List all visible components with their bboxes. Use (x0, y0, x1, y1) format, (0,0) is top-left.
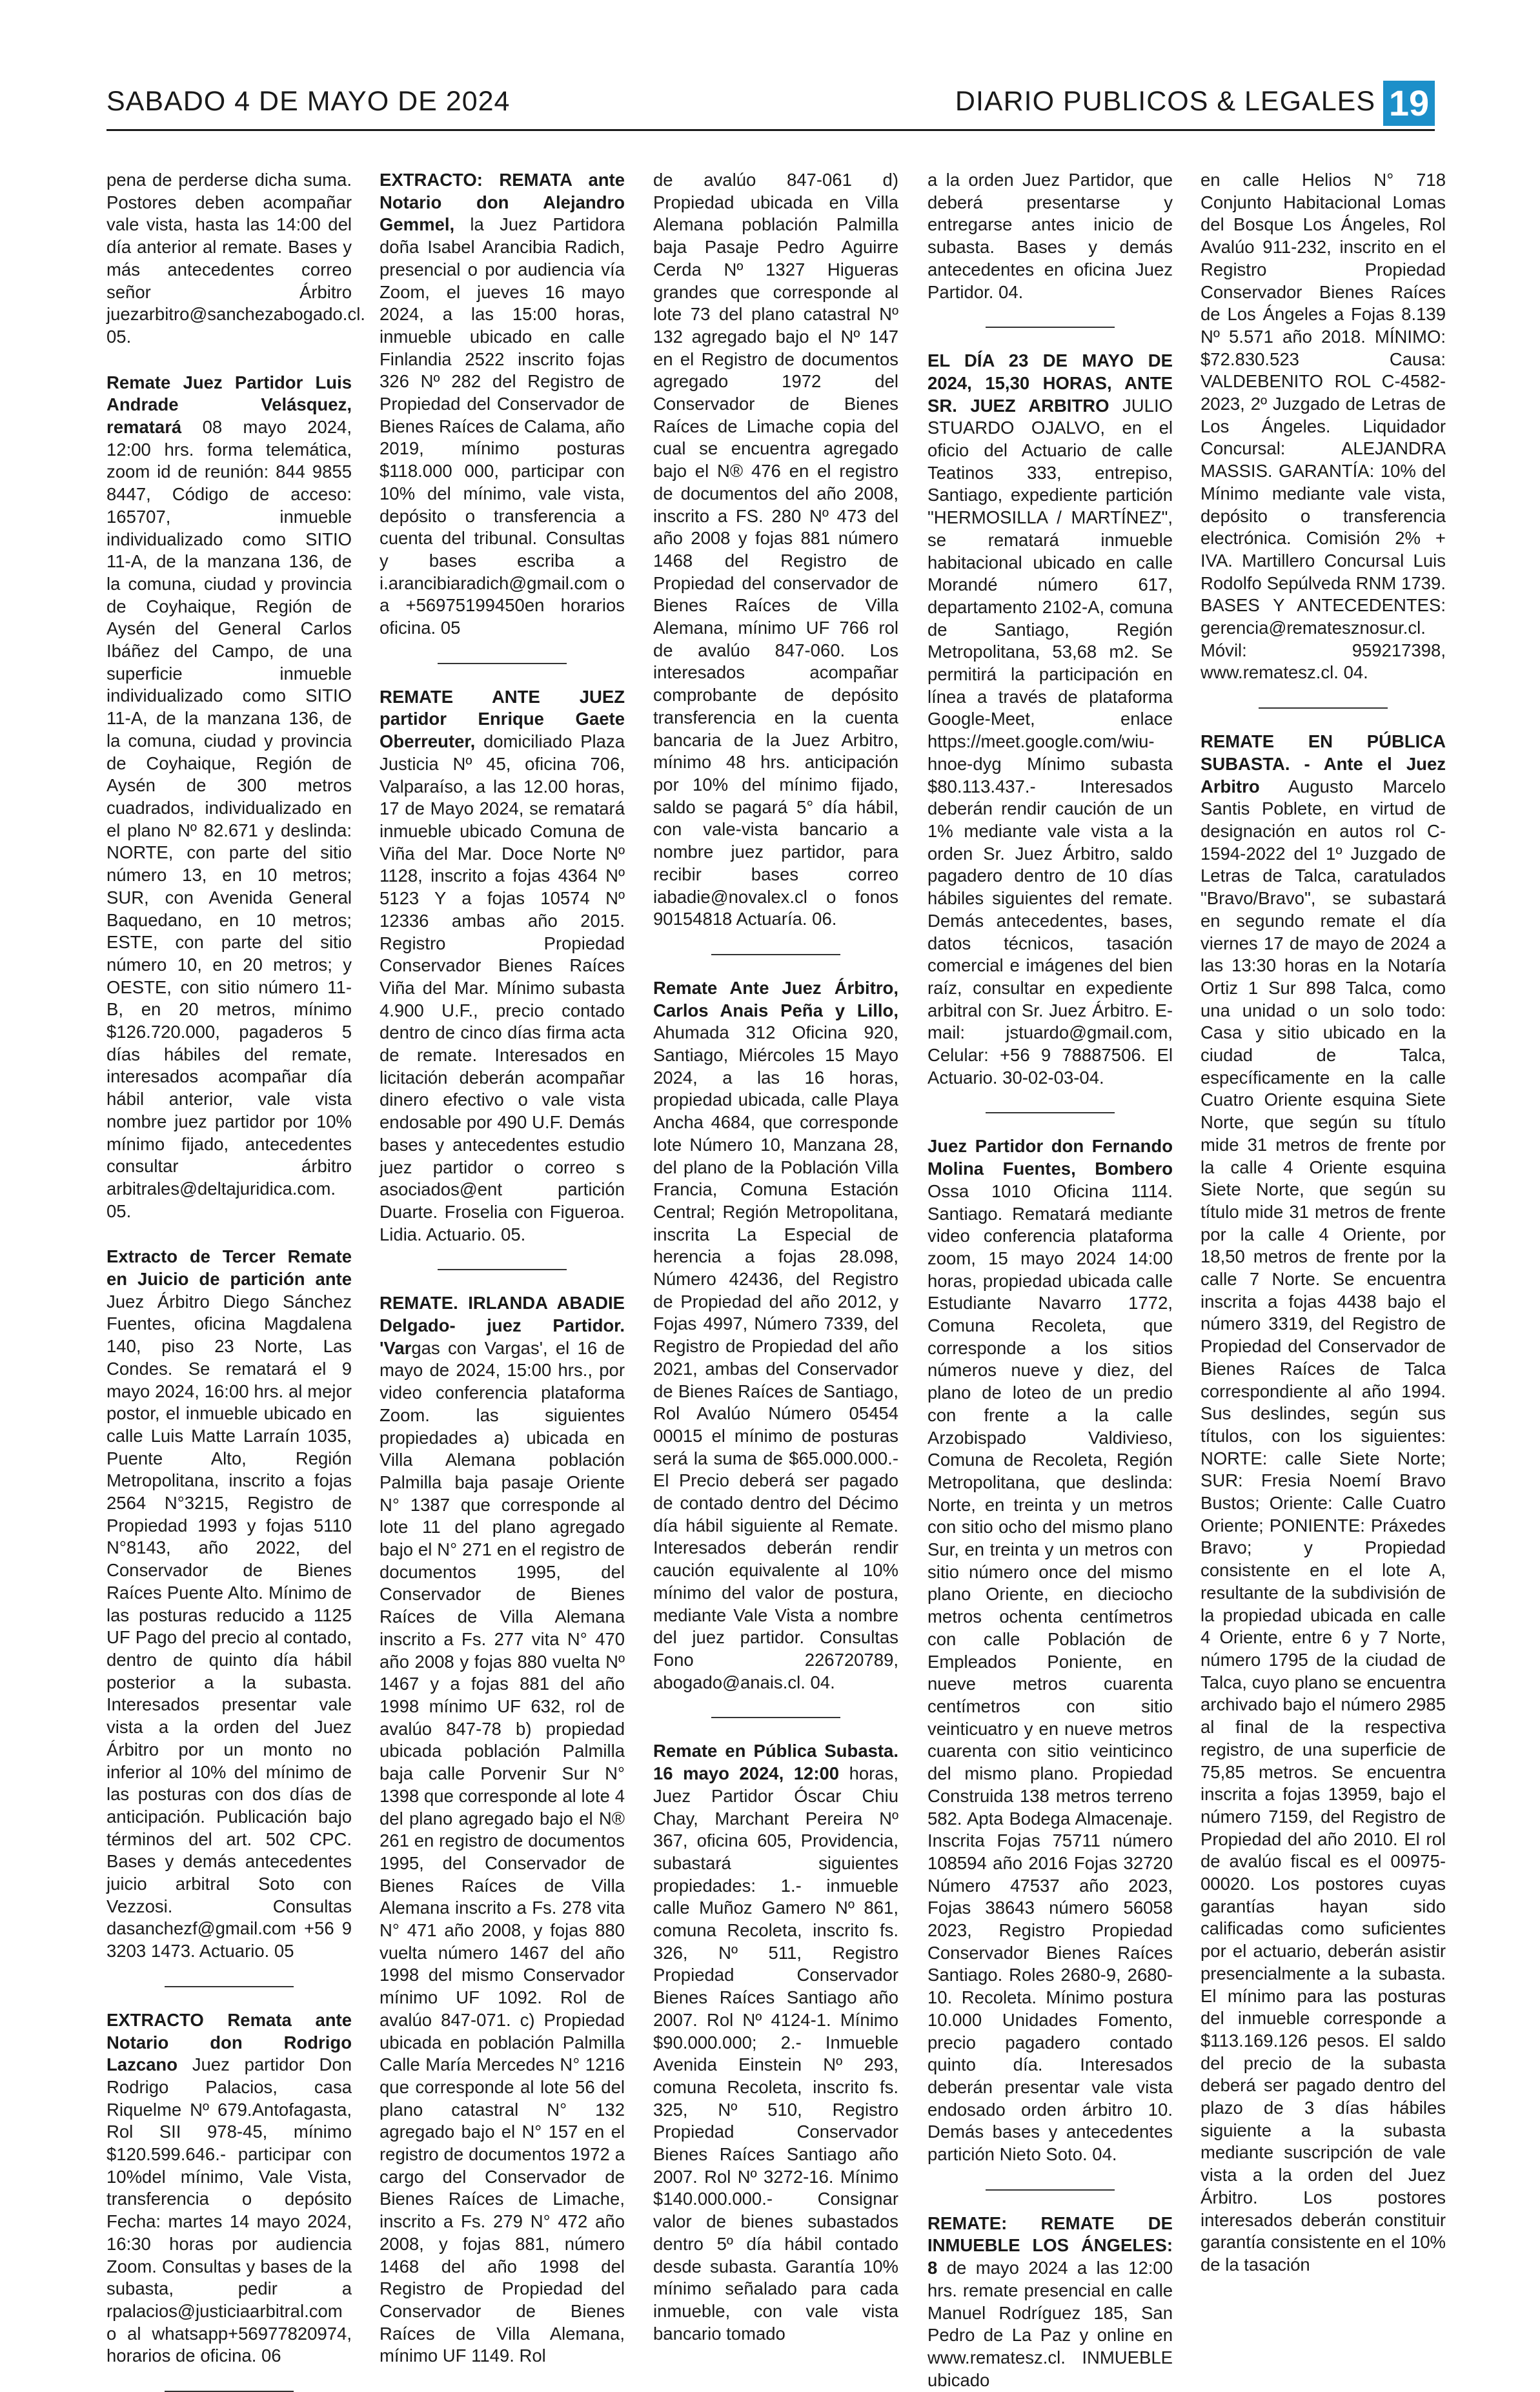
column-2 (380, 169, 625, 2366)
notice-body: pena de perderse dicha suma. Postores deben acompañar vale vista, hasta las 14:00 del día anterior al remate. Bases y más antecedentes correo señor Árbitro juezarbitro@sanchezabogado.cl. 05. (106, 170, 365, 347)
notice-body: Augusto Marcelo Santis Poblete, en virtud de designación en autos rol C-1594-2022 del 1º Juzgado de Letras de Talca, caratulados "Bravo/Bravo", se subastará en segundo remate el día viernes 17 de mayo de 2024 a las 13:30 horas en la Notaría Ortiz 1 Sur 898 Talca, como una unidad o un solo todo: Casa y sitio ubicado en la ciudad de Talca, específicamente en la calle Cuatro Oriente esquina Siete Norte, que según su título mide 31 metros de frente por la calle 4 Oriente esquina Siete Norte, que según su título mide 31 metros de frente por la calle 4 Oriente, por 18,50 metros de frente por la calle 7 Norte. Se encuentra inscrita a fojas 4438 bajo el número 3319, del Registro de Propiedad del Conservador de Bienes Raíces de Talca correspondiente al año 1994. Sus deslindes, según sus títulos, con los siguientes: NORTE: calle Siete Norte; SUR: Fresia Noemí Bravo Bustos; Oriente: Calle Cuatro Oriente; PONIENTE: Práxedes Bravo; y Propiedad consistente en el lote A, resultante de la subdivisión de la propiedad ubicada en calle 4 Oriente, entre 6 y 7 Norte, número 1795 de la ciudad de Talca, cuyo plano se encuentra archivado bajo el número 2985 al final de la respectiva registro, de una superficie de 75,85 metros. Se encuentra inscrita a fojas 13959, bajo el número 7159, del Registro de Propiedad del año 2010. El rol de avalúo fiscal es el 00975-00020. Los postores cuyas garantías hayan sido calificadas como suficientes por el actuario, deberán asistir presencialmente a la subasta. El mínimo para las posturas del inmueble corresponde a $113.169.126 pesos. El saldo del precio de la subasta deberá ser pagado dentro del plazo de 3 días hábiles siguiente a la subasta mediante suscripción de vale vista a la orden del Juez Árbitro. Los postores interesados deberán constituir garantía consistente en el 10% de la tasación (1201, 776, 1446, 2275)
legal-notice (1201, 169, 1446, 684)
notice-body: a la orden Juez Partidor, que deberá presentarse y entregarse antes inicio de subasta. Bases y demás antecedentes en oficina Juez Partidor. 04. (927, 170, 1173, 302)
notice-body: en calle Helios N° 718 Conjunto Habitacional Lomas del Bosque Los Ángeles, Rol Avalúo 911-232, inscrito en el Registro Propiedad Conservador Bienes Raíces de Los Ángeles a Fojas 8.139 Nº 5.571 año 2018. MÍNIMO: $72.830.523 Causa: VALDEBENITO ROL C-4582-2023, 2º Juzgado de Letras de Los Ángeles. Liquidador Concursal: ALEJANDRA MASSIS. GARANTÍA: 10% del Mínimo mediante vale vista, depósito o transferencia electrónica. Comisión 2% + IVA. Martillero Concursal Luis Rodolfo Sepúlveda RNM 1739. BASES Y ANTECEDENTES: gerencia@rematesznosur.cl. Móvil: 959217398, www.rematesz.cl. 04. (1201, 170, 1446, 683)
legal-notice (653, 169, 898, 931)
notice-body: JULIO STUARDO OJALVO, en el oficio del Actuario de calle Teatinos 333, entrepiso, Santiago, expediente partición "HERMOSILLA / MARTÍNEZ", se rematará inmueble habitacional ubicado en calle Morandé número 617, departamento 2102-A, comuna de Santiago, Región Metropolitana, 53,68 m2. Se permitirá la participación en línea a través de plataforma Google-Meet, enlace https://meet.google.com/wiu-hnoe-dyg Mínimo subasta $80.113.437.- Interesados deberán rendir caución de un 1% mediante vale vista a la orden Sr. Juez Árbitro, saldo pagadero dentro de 10 días hábiles siguientes del remate. Demás antecedentes, bases, datos técnicos, tasación comercial e imágenes del bien raíz, consultar en expediente arbitral con Sr. Juez Árbitro. E-mail: jstuardo@gmail.com, Celular: +56 9 78887506. El Actuario. 30-02-03-04. (927, 395, 1173, 1088)
notice-body: la Juez Partidora doña Isabel Arancibia Radich, presencial o por audiencia vía Zoom, el jueves 16 mayo 2024, a las 15:00 horas, inmueble ubicado en calle Finlandia 2522 inscrito fojas 326 Nº 282 del Registro de Propiedad del Conservador de Bienes Raíces de Calama, año 2019, mínimo posturas $118.000 000, participar con 10% del mínimo, vale vista, depósito o transferencia a cuenta del tribunal. Consultas y bases escriba a i.arancibiaradich@gmail.com o a +56975199450en horarios oficina. 05 (380, 214, 625, 638)
notice-divider (986, 2189, 1115, 2191)
legal-notice (1201, 731, 1446, 2276)
legal-notice (380, 1292, 625, 2367)
notice-body: de mayo 2024 a las 12:00 hrs. remate presencial en calle Manuel Rodríguez 185, San Pedro de La Paz y online en www.rematesz.cl. INMUEBLE ubicado (927, 2258, 1173, 2390)
notice-divider (986, 327, 1115, 328)
page-number-badge: 19 (1383, 81, 1435, 126)
notice-body: horas, Juez Partidor Óscar Chiu Chay, Marchant Pereira Nº 367, oficina 605, Providencia, subastará siguientes propiedades: 1.- inmueble calle Muñoz Gamero Nº 861, comuna Recoleta, inscrito fs. 326, Nº 511, Registro Propiedad Conservador Bienes Raíces Santiago año 2007. Rol Nº 4124-1. Mínimo $90.000.000; 2.- Inmueble Avenida Einstein Nº 293, comuna Recoleta, inscrito fs. 325, Nº 510, Registro Propiedad Conservador Bienes Raíces Santiago año 2007. Rol Nº 3272-16. Mínimo $140.000.000.- Consignar valor de bienes subastados dentro 5º día hábil contado desde subasta. Garantía 10% mínimo señalado para cada inmueble, con vale vista bancario tomado (653, 1763, 899, 2344)
legal-notice (927, 1135, 1173, 2165)
legal-notice (380, 686, 625, 1246)
notice-body: Juez Árbitro Diego Sánchez Fuentes, oficina Magdalena 140, piso 23 Norte, Las Condes. Se rematará el 9 mayo 2024, 16:00 hrs. al mejor postor, el inmueble ubicado en calle Luis Matte Larraín 1035, Puente Alto, Región Metropolitana, inscrito a fojas 2564 N°3215, Registro de Propiedad 1993 y fojas 5110 N°8143, año 2022, del Conservador de Bienes Raíces Puente Alto. Mínimo de las posturas reducido a 1125 UF Pago del precio al contado, dentro de quinto día hábil posterior a la subasta. Interesados presentar vale vista a la orden del Juez Árbitro por un monto no inferior al 10% del mínimo de las posturas con dos días de anticipación. Publicación bajo términos del art. 502 CPC. Bases y demás antecedentes juicio arbitral Soto con Vezzosi. Consultas dasanchezf@gmail.com +56 9 3203 1473. Actuario. 05 (106, 1291, 352, 1961)
legal-notice (106, 1246, 352, 1963)
notice-title: REMATE ANTE JUEZ partidor Enrique Gaete Oberreuter, (380, 686, 625, 752)
notice-title: Extracto de Tercer Remate en Juicio de partición ante (106, 1246, 352, 1290)
header-rule (106, 129, 1435, 131)
notice-divider (438, 1269, 567, 1270)
column-1 (106, 169, 365, 2366)
notice-body: Ahumada 312 Oficina 920, Santiago, Miércoles 15 Mayo 2024, a las 16 horas, propiedad ubicada, calle Playa Ancha 4684, que corresponde lote Número 10, Manzana 28, del plano de la Población Villa Francia, Comuna Estación Central; Región Metropolitana, inscrita La Especial de herencia a fojas 28.098, Número 42436, del Registro de Propiedad del año 2012, y Fojas 4997, Número 7339, del Registro de Propiedad del año 2021, ambas del Conservador de Bienes Raíces de Santiago, Rol Avalúo Número 05454 00015 el mínimo de posturas será la suma de $65.000.000.-El Precio deberá ser pagado de contado dentro del Décimo día hábil siguiente al Remate. Interesados deberán rendir caución equivalente al 10% mínimo del valor de postura, mediante Vale Vista a nombre del juez partidor. Consultas Fono 226720789, abogado@anais.cl. 04. (653, 1022, 898, 1692)
notice-body: de avalúo 847-061 d) Propiedad ubicada en Villa Alemana población Palmilla baja Pasaje Pedro Aguirre Cerda Nº 1327 Higueras grandes que corresponde al lote 73 del plano catastral Nº 132 agregado bajo el Nº 147 en el Registro de documentos agregado 1972 del Conservador de Bienes Raíces de Limache copia del cual se encuentra agregado bajo el N® 476 en el registro de documentos del año 2008, inscrito a FS. 280 Nº 473 del año 2008 y fojas 881 número 1468 del Registro de Propiedad del conservador de Bienes Raíces de Villa Alemana, mínimo UF 766 rol de avalúo 847-060. Los interesados acompañar comprobante de depósito transferencia en la cuenta bancaria de la Juez Arbitro, mínimo 48 hrs. anticipación por 10% del mínimo fijado, saldo se pagará 5° día hábil, con vale-vista bancario a nombre juez partidor, para recibir bases correo iabadie@novalex.cl o fonos 90154818 Actuaría. 06. (653, 170, 898, 929)
notice-divider (438, 663, 567, 664)
legal-notice (927, 2213, 1173, 2392)
publication-name: DIARIO PUBLICOS & LEGALES (955, 86, 1375, 117)
notice-divider (711, 954, 840, 955)
notice-title: Juez Partidor don Fernando Molina Fuentes, Bombero (927, 1136, 1173, 1179)
column-3 (653, 169, 899, 2344)
notice-body: Ossa 1010 Oficina 1114. Santiago. Rematará mediante video conferencia plataforma zoom, 15 mayo 2024 14:00 horas, propiedad ubicada calle Estudiante Navarro 1772, Comuna Recoleta, que corresponde a los sitios números nueve y diez, del plano de loteo de un predio con frente a la calle Arzobispado Valdivieso, Comuna de Recoleta, Región Metropolitana, que deslinda: Norte, en treinta y un metros con sitio ocho del mismo plano Sur, en treinta y un metros con sitio número once del mismo plano Oriente, en dieciocho metros ochenta centímetros con calle Población de Empleados Poniente, en nueve metros cuarenta centímetros con sitio veinticuatro y en nueve metros cuarenta con sitio veinticinco del mismo plano. Propiedad Construida 138 metros terreno 582. Apta Bodega Almacenaje. Inscrita Fojas 75711 número 108594 año 2016 Fojas 32720 Número 47537 año 2023, Fojas 38643 número 56058 2023, Registro Propiedad Conservador Bienes Raíces Santiago. Roles 2680-9, 2680-10. Recoleta. Mínimo postura 10.000 Unidades Fomento, precio pagadero contado quinto día. Interesados deberán presentar vale vista endosado orden árbitro 10. Demás bases y antecedentes partición Nieto Soto. 04. (927, 1181, 1173, 2165)
column-4 (927, 169, 1173, 2390)
notice-body: gas con Vargas', el 16 de mayo de 2024, 15:00 hrs., por video conferencia plataforma Zoom. las siguientes propiedades a) ubicada en Villa Alemana población Palmilla baja pasaje Oriente N° 1387 que corresponde al lote 11 del plano agregado bajo el N° 271 en el registro de documentos 1995, del Conservador de Bienes Raíces de Villa Alemana inscrito a Fs. 277 vita N° 470 año 2008 y fojas 880 vuelta Nº 1467 y a fojas 881 del año 1998 mínimo UF 632, rol de avalúo 847-78 b) propiedad ubicada población Palmilla baja calle Porvenir Sur N° 1398 que corresponde al lote 4 del plano agregado bajo el N® 261 en registro de documentos 1995, del Conservador de Bienes Raíces de Villa Alemana inscrito a Fs. 278 vita N° 471 año 2008, y fojas 880 vuelta número 1467 del año 1998 del mismo Conservador mínimo UF 1092. Rol de avalúo 847-071. c) Propiedad ubicada en población Palmilla Calle María Mercedes N° 1216 que corresponde al lote 56 del plano catastral N° 132 agregado bajo el N° 157 en el registro de documentos 1972 a cargo del Conservador de Bienes Raíces de Limache, inscrito a Fs. 279 N° 472 año 2008, y fojas 881, número 1468 del año 1998 del Registro de Propiedad del Conservador de Bienes Raíces de Villa Alemana, mínimo UF 1149. Rol (380, 1337, 625, 2366)
notice-title: REMATE: REMATE DE INMUEBLE LOS ÁNGELES: 8 (927, 2213, 1173, 2278)
notice-title: EXTRACTO Remata ante Notario don Rodrigo Lazcano (106, 2009, 352, 2075)
notice-title: Remate Juez Partidor Luis Andrade Velásquez, rematará (106, 372, 352, 438)
legal-notice (380, 169, 625, 640)
legal-notice (927, 350, 1173, 1089)
legal-notice (653, 1740, 898, 2345)
notice-title: EL DÍA 23 DE MAYO DE 2024, 15,30 HORAS, ANTE SR. JUEZ ARBITRO (927, 350, 1173, 416)
notice-body: domiciliado Plaza Justicia Nº 45, oficina 706, Valparaíso, a las 12.00 horas, 17 de Mayo 2024, se rematará inmueble ubicado Comuna de Viña del Mar. Doce Norte Nº 1128, inscrito a fojas 4364 Nº 5123 Y a fojas 10574 Nº 12336 ambas año 2015. Registro Propiedad Conservador Bienes Raíces Viña del Mar. Mínimo subasta 4.900 U.F., precio contado dentro de cinco días firma acta de remate. Interesados en licitación deberán acompañar dinero efectivo o vale vista endosable por 490 U.F. Demás bases y antecedentes estudio juez partidor o correo s asociados@ent partición Duarte. Froselia con Figueroa. Lidia. Actuario. 05. (380, 731, 625, 1244)
legal-notice (927, 169, 1173, 303)
notice-divider (1259, 707, 1388, 709)
column-5 (1201, 169, 1446, 2275)
notice-title: REMATE. IRLANDA ABADIE Delgado- juez Partidor. 'Var (380, 1293, 625, 1358)
notice-title: REMATE EN PÚBLICA SUBASTA. - Ante el Juez Arbitro (1201, 731, 1446, 796)
legal-notice (106, 169, 365, 349)
notice-title: Remate Ante Juez Árbitro, Carlos Anais Peña y Lillo, (653, 977, 898, 1020)
page-header (106, 81, 1435, 126)
notice-divider (986, 1112, 1115, 1113)
notice-title: EXTRACTO: REMATA ante Notario don Alejandro Gemmel, (380, 170, 625, 235)
issue-date: SABADO 4 DE MAYO DE 2024 (106, 86, 511, 117)
notice-body: Juez partidor Don Rodrigo Palacios, casa Riquelme Nº 679.Antofagasta, Rol SII 978-45, mínimo $120.599.646.- participar con 10%del mínimo, Vale Vista, transferencia o depósito Fecha: martes 14 mayo 2024, 16:30 horas por audiencia Zoom. Consultas y bases de la subasta, pedir a rpalacios@justiciaarbitral.com o al whatsapp+56977820974, horarios de oficina. 06 (106, 2054, 352, 2366)
legal-notice (653, 977, 898, 1694)
notice-divider (711, 1717, 840, 1718)
notice-title: Remate en Pública Subasta. 16 mayo 2024, 12:00 (653, 1741, 898, 1784)
notice-divider (165, 1986, 294, 1987)
legal-notice (106, 372, 352, 1223)
legal-notice (106, 2009, 352, 2367)
notice-body: 08 mayo 2024, 12:00 hrs. forma telemática, zoom id de reunión: 844 9855 8447, Código de acceso: 165707, inmueble individualizado como SITIO 11-A, de la manzana 136, de la comuna, ciudad y provincia de Coyhaique, Región de Aysén del General Carlos Ibáñez del Campo, de una superficie inmueble individualizado como SITIO 11-A, de la manzana 136, de la comuna, ciudad y provincia de Coyhaique, Región de Aysén de 300 metros cuadrados, individualizado en el plano Nº 82.671 y deslinda: NORTE, con parte del sitio número 13, en 10 metros; SUR, con Avenida General Baquedano, en 10 metros; ESTE, con parte del sitio número 10, en 20 metros; y OESTE, con sitio número 11-B, en 20 metros, mínimo $126.720.000, pagaderos 5 días hábiles del remate, interesados acompañar día hábil anterior, vale vista nombre juez partidor por 10% mínimo fijado, antecedentes consultar árbitro arbitrales@deltajuridica.com. 05. (106, 417, 352, 1221)
